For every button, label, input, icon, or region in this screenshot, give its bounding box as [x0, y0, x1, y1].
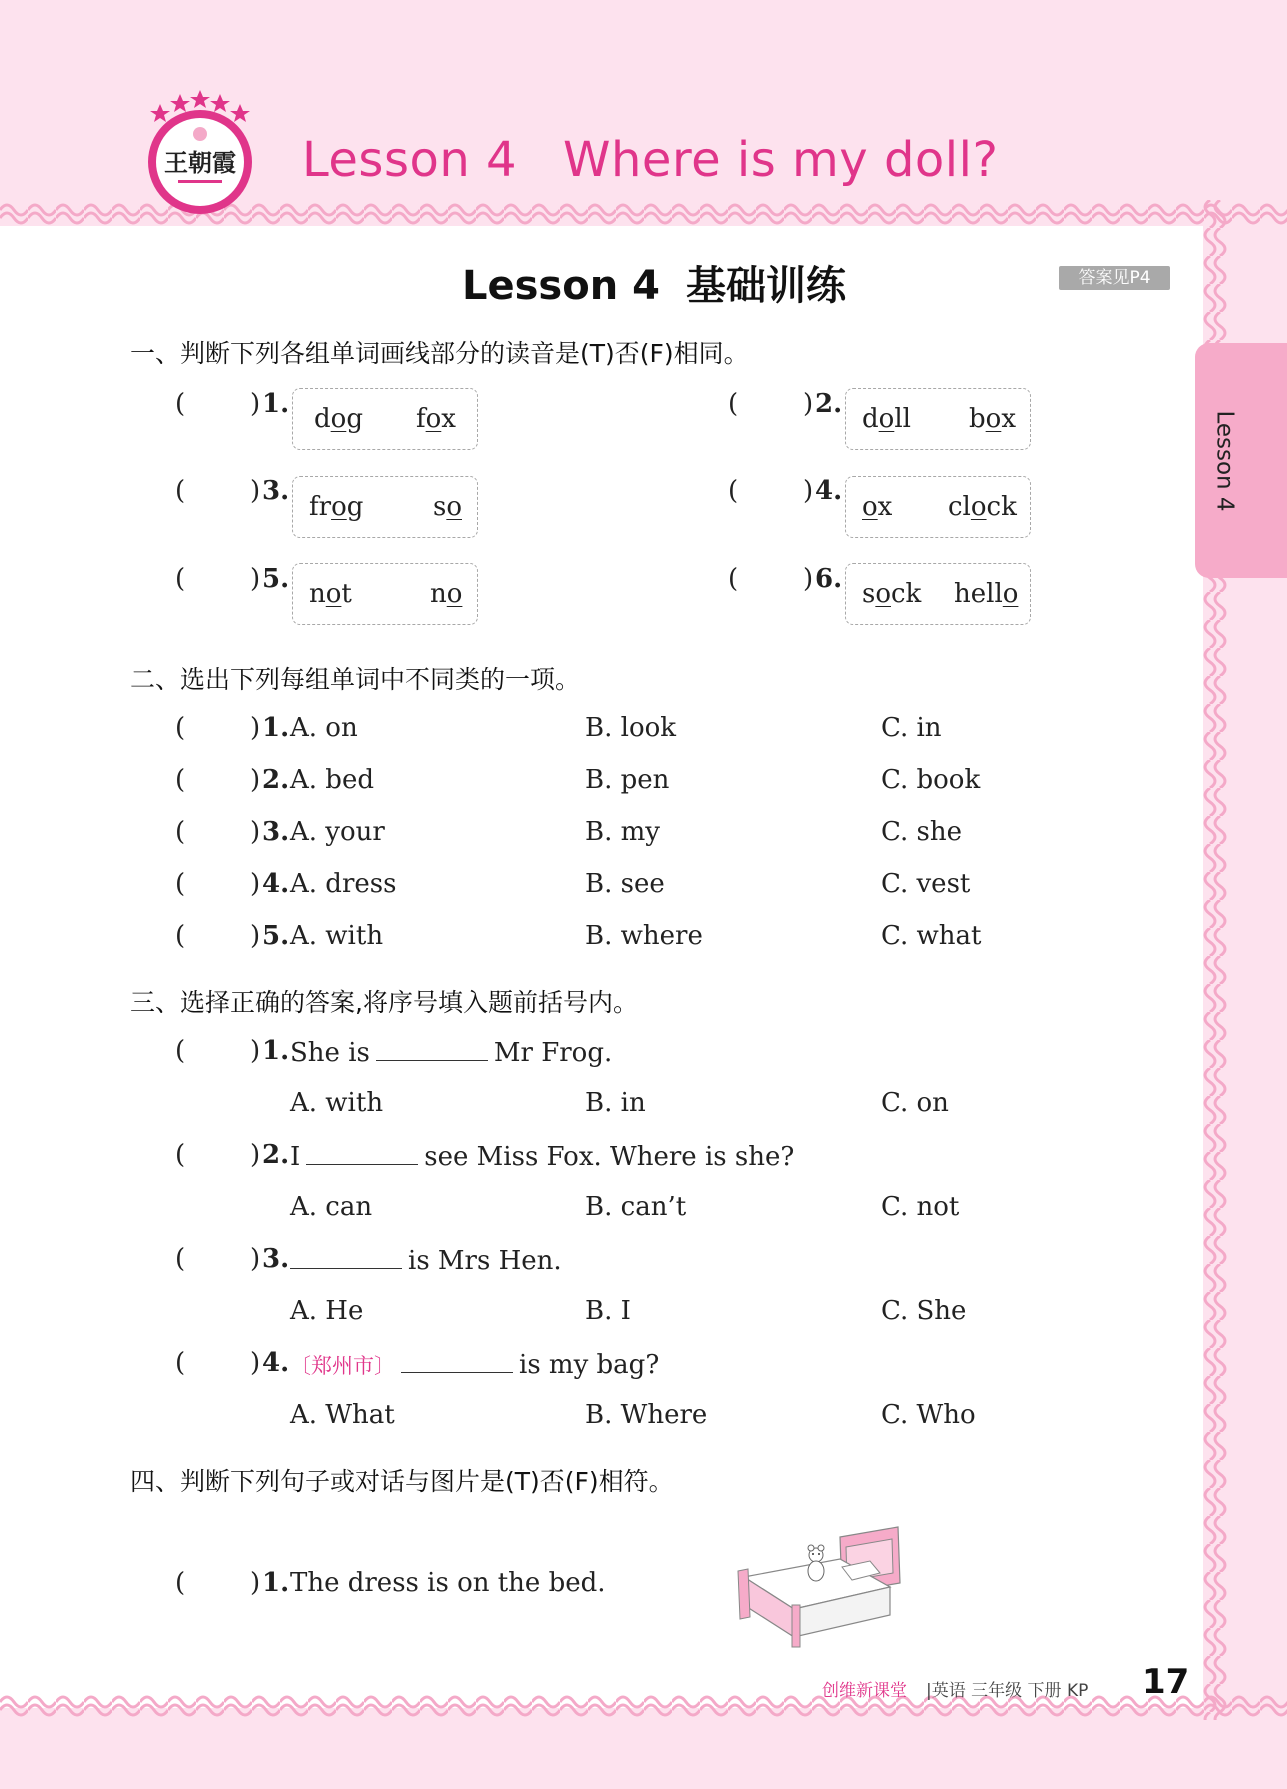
word-one: doll: [862, 404, 911, 434]
option-a: A. with: [290, 1088, 384, 1118]
answer-paren-open: (: [175, 1348, 186, 1378]
question-number: 2.: [262, 1140, 290, 1170]
logo-seal-icon: [138, 88, 262, 218]
region-tag: 〔郑州市〕: [290, 1354, 395, 1378]
bottom-wave-border: [0, 1688, 1287, 1728]
answer-paren-open: (: [175, 1244, 186, 1274]
question-number: 1.: [262, 1036, 290, 1066]
bed-illustration-icon: [730, 1525, 905, 1650]
option-a: A. dress: [290, 869, 397, 899]
option-c: C. She: [881, 1296, 967, 1326]
option-b: B. pen: [585, 765, 670, 795]
answer-paren-open: (: [728, 389, 739, 419]
question-number: 2.: [262, 765, 290, 795]
option-c: C. Who: [881, 1400, 976, 1430]
option-b: B. Where: [585, 1400, 708, 1430]
option-a: A. bed: [290, 765, 374, 795]
page-title: Lesson 4 基础训练: [462, 263, 846, 309]
question-number: 3.: [262, 1244, 290, 1274]
answer-paren-open: (: [175, 1036, 186, 1066]
option-c: C. she: [881, 817, 962, 847]
answer-paren-close: ): [250, 713, 261, 743]
option-a: A. What: [290, 1400, 395, 1430]
option-c: C. book: [881, 765, 981, 795]
answer-paren-open: (: [175, 713, 186, 743]
section-4-heading: 四、判断下列句子或对话与图片是(T)否(F)相符。: [130, 1467, 674, 1496]
option-b: B. in: [585, 1088, 646, 1118]
header-lesson-name: Where is my doll?: [563, 132, 999, 188]
answer-paren-open: (: [175, 765, 186, 795]
page-number: 17: [1142, 1662, 1190, 1702]
logo-text: 王朝霞: [164, 148, 236, 177]
word-one: dog: [314, 404, 363, 434]
header-lesson-label: Lesson 4: [302, 132, 518, 188]
answer-paren-close: ): [250, 817, 261, 847]
section-2-heading: 二、选出下列每组单词中不同类的一项。: [130, 665, 581, 694]
answer-paren-open: (: [728, 476, 739, 506]
option-a: A. He: [290, 1296, 364, 1326]
question-number: 3.: [262, 476, 290, 506]
answer-paren-close: ): [250, 1568, 261, 1598]
option-b: B. look: [585, 713, 677, 743]
answer-paren-open: (: [175, 1568, 186, 1598]
answer-paren-close: ): [250, 564, 261, 594]
section-3-heading: 三、选择正确的答案,将序号填入题前括号内。: [130, 988, 638, 1017]
question-sentence: She is Mr Frog.: [290, 1038, 613, 1068]
option-b: B. see: [585, 869, 665, 899]
answer-paren-close: ): [250, 765, 261, 795]
answer-paren-close: ): [803, 389, 814, 419]
section-1-heading: 一、判断下列各组单词画线部分的读音是(T)否(F)相同。: [130, 339, 749, 368]
answer-paren-open: (: [175, 817, 186, 847]
question-number: 4.: [815, 476, 843, 506]
answer-paren-open: (: [175, 1140, 186, 1170]
answer-paren-close: ): [250, 869, 261, 899]
question-sentence: is Mrs Hen.: [290, 1244, 562, 1276]
option-c: C. not: [881, 1192, 960, 1222]
option-b: B. I: [585, 1296, 631, 1326]
answer-blank: [376, 1036, 488, 1061]
word-two: so: [433, 492, 462, 522]
question-sentence: I see Miss Fox. Where is she?: [290, 1142, 795, 1172]
word-one: frog: [309, 492, 364, 522]
footer-book-info: |英语 三年级 下册 KP: [926, 1681, 1089, 1701]
question-number: 5.: [262, 921, 290, 951]
question-number: 4.: [262, 869, 290, 899]
question-number: 2.: [815, 389, 843, 419]
option-b: B. my: [585, 817, 660, 847]
question-number: 6.: [815, 564, 843, 594]
option-a: A. your: [290, 817, 385, 847]
header-lesson-title: [302, 132, 998, 188]
answer-paren-close: ): [250, 389, 261, 419]
option-b: B. where: [585, 921, 703, 951]
answer-paren-open: (: [175, 389, 186, 419]
answer-blank: [290, 1244, 402, 1269]
word-two: box: [969, 404, 1016, 434]
answer-paren-open: (: [728, 564, 739, 594]
question-sentence: 〔郑州市〕 is my bag?: [290, 1350, 660, 1380]
word-two: no: [430, 579, 463, 609]
answer-paren-open: (: [175, 476, 186, 506]
question-sentence: The dress is on the bed.: [290, 1568, 606, 1598]
option-c: C. vest: [881, 869, 971, 899]
answer-paren-close: ): [250, 921, 261, 951]
answer-reference-badge: 答案见P4: [1059, 266, 1170, 290]
option-a: A. with: [290, 921, 384, 951]
option-c: C. in: [881, 713, 942, 743]
question-number: 1.: [262, 389, 290, 419]
word-two: fox: [416, 404, 456, 434]
word-one: ox: [862, 492, 893, 522]
question-number: 1.: [262, 713, 290, 743]
answer-paren-close: ): [250, 1244, 261, 1274]
question-number: 3.: [262, 817, 290, 847]
word-one: sock: [862, 579, 922, 609]
option-c: C. what: [881, 921, 982, 951]
answer-paren-open: (: [175, 869, 186, 899]
word-two: clock: [948, 492, 1017, 522]
question-number: 1.: [262, 1568, 290, 1598]
word-one: not: [309, 579, 352, 609]
option-c: C. on: [881, 1088, 949, 1118]
option-b: B. can’t: [585, 1192, 687, 1222]
option-a: A. on: [290, 713, 358, 743]
answer-blank: [306, 1140, 418, 1165]
option-a: A. can: [290, 1192, 373, 1222]
answer-paren-close: ): [803, 564, 814, 594]
answer-paren-close: ): [250, 1140, 261, 1170]
answer-paren-open: (: [175, 564, 186, 594]
footer-brand: 创维新课堂: [822, 1681, 907, 1701]
answer-paren-close: ): [803, 476, 814, 506]
word-two: hello: [954, 579, 1019, 609]
answer-paren-close: ): [250, 1348, 261, 1378]
side-tab-label: Lesson 4: [1212, 409, 1238, 512]
answer-paren-close: ): [250, 476, 261, 506]
question-number: 5.: [262, 564, 290, 594]
question-number: 4.: [262, 1348, 290, 1378]
answer-paren-close: ): [250, 1036, 261, 1066]
answer-blank: [401, 1348, 513, 1373]
answer-paren-open: (: [175, 921, 186, 951]
